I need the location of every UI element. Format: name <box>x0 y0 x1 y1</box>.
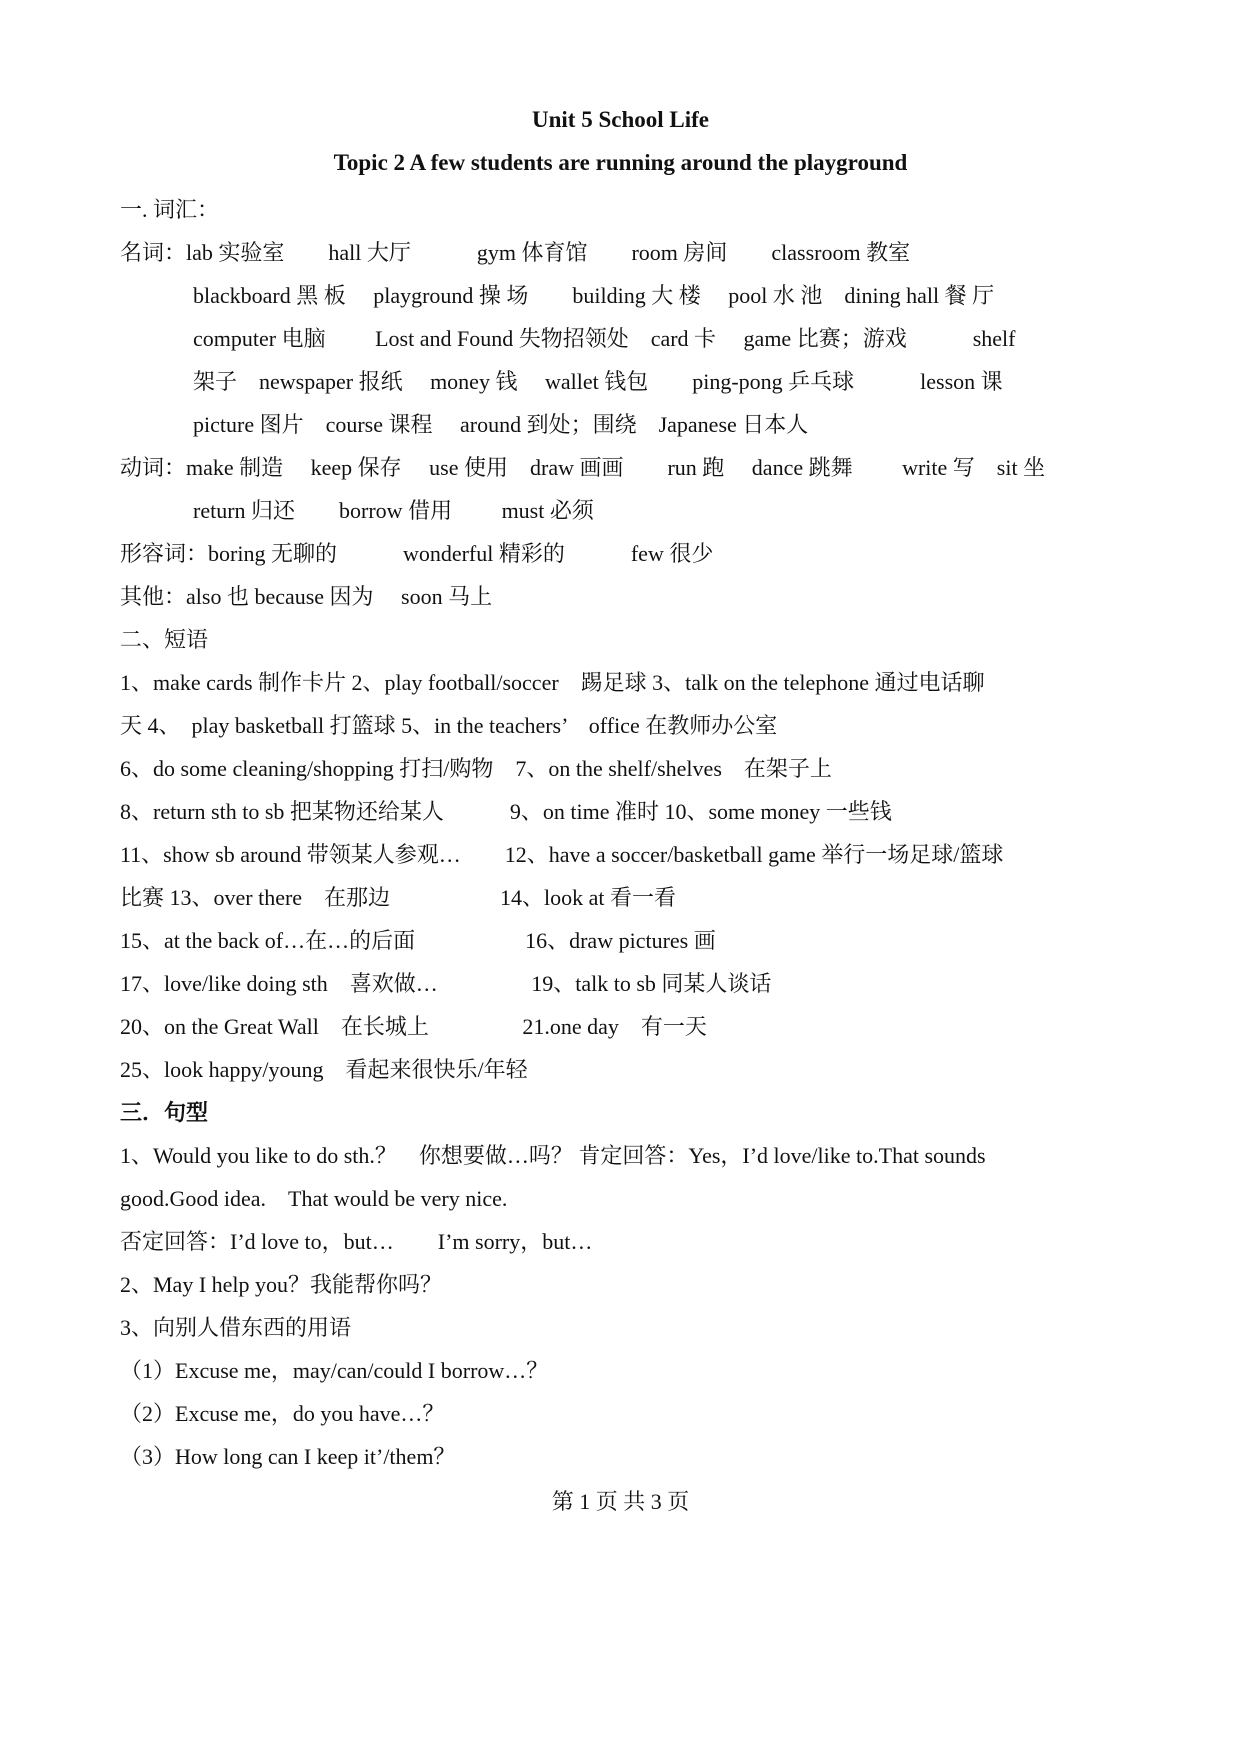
sentences-heading: 三．句型 <box>120 1100 209 1125</box>
page-number: 第 1 页 共 3 页 <box>551 1489 690 1514</box>
nouns-line-5: picture 图片 course 课程 around 到处；围绕 Japanese 日本人 <box>193 412 809 437</box>
phrase-line-5: 11、show sb around 带领某人参观… 12、have a soccer/basketball game 举行一场足球/篮球 <box>120 842 1004 867</box>
unit-title: Unit 5 School Life <box>532 107 709 132</box>
phrase-line-10: 25、look happy/young 看起来很快乐/年轻 <box>120 1057 528 1082</box>
phrase-line-8: 17、love/like doing sth 喜欢做… 19、talk to sb 同某人谈话 <box>120 971 772 996</box>
verbs-line-1: 动词：make 制造 keep 保存 use 使用 draw 画画 run 跑 dance 跳舞 write 写 sit 坐 <box>120 455 1046 480</box>
sentence-line-1: 1、Would you like to do sth.？ 你想要做…吗？ 肯定回答：Yes，I’d love/like to.That sounds <box>120 1143 986 1168</box>
sentence-line-4: 2、May I help you？我能帮你吗？ <box>120 1272 443 1297</box>
verbs-line-2: return 归还 borrow 借用 must 必须 <box>193 498 594 523</box>
others-line: 其他：also 也 because 因为 soon 马上 <box>120 584 493 609</box>
topic-title: Topic 2 A few students are running around the playground <box>333 150 908 175</box>
nouns-line-3: computer 电脑 Lost and Found 失物招领处 card 卡 game 比赛；游戏 shelf <box>193 326 1016 351</box>
adjectives-line: 形容词：boring 无聊的 wonderful 精彩的 few 很少 <box>120 541 714 566</box>
sentence-line-8: （3）How long can I keep it’/them？ <box>120 1444 456 1469</box>
phrases-heading: 二、短语 <box>120 627 209 652</box>
phrase-line-1: 1、make cards 制作卡片 2、play football/soccer 踢足球 3、talk on the telephone 通过电话聊 <box>120 670 985 695</box>
sentence-line-2: good.Good idea. That would be very nice. <box>120 1186 508 1211</box>
nouns-line-4: 架子 newspaper 报纸 money 钱 wallet 钱包 ping-pong 乒乓球 lesson 课 <box>193 369 1003 394</box>
phrase-line-4: 8、return sth to sb 把某物还给某人 9、on time 准时 10、some money 一些钱 <box>120 799 892 824</box>
sentence-line-7: （2）Excuse me，do you have…？ <box>120 1401 445 1426</box>
nouns-line-2: blackboard 黑 板 playground 操 场 building 大 楼 pool 水 池 dining hall 餐 厅 <box>193 283 995 308</box>
phrase-line-6: 比赛 13、over there 在那边 14、look at 看一看 <box>120 885 677 910</box>
sentence-line-3: 否定回答：I’d love to，but… I’m sorry，but… <box>120 1229 593 1254</box>
phrase-line-3: 6、do some cleaning/shopping 打扫/购物 7、on the shelf/shelves 在架子上 <box>120 756 832 781</box>
phrase-line-7: 15、at the back of…在…的后面 16、draw pictures 画 <box>120 928 716 953</box>
phrase-line-2: 天 4、 play basketball 打篮球 5、in the teachers’ office 在教师办公室 <box>120 713 778 738</box>
vocab-heading: 一. 词汇： <box>120 197 220 222</box>
nouns-line-1: 名词：lab 实验室 hall 大厅 gym 体育馆 room 房间 classroom 教室 <box>120 240 911 265</box>
sentence-line-5: 3、向别人借东西的用语 <box>120 1315 352 1340</box>
sentence-line-6: （1）Excuse me，may/can/could I borrow…？ <box>120 1358 549 1383</box>
phrase-line-9: 20、on the Great Wall 在长城上 21.one day 有一天 <box>120 1014 707 1039</box>
